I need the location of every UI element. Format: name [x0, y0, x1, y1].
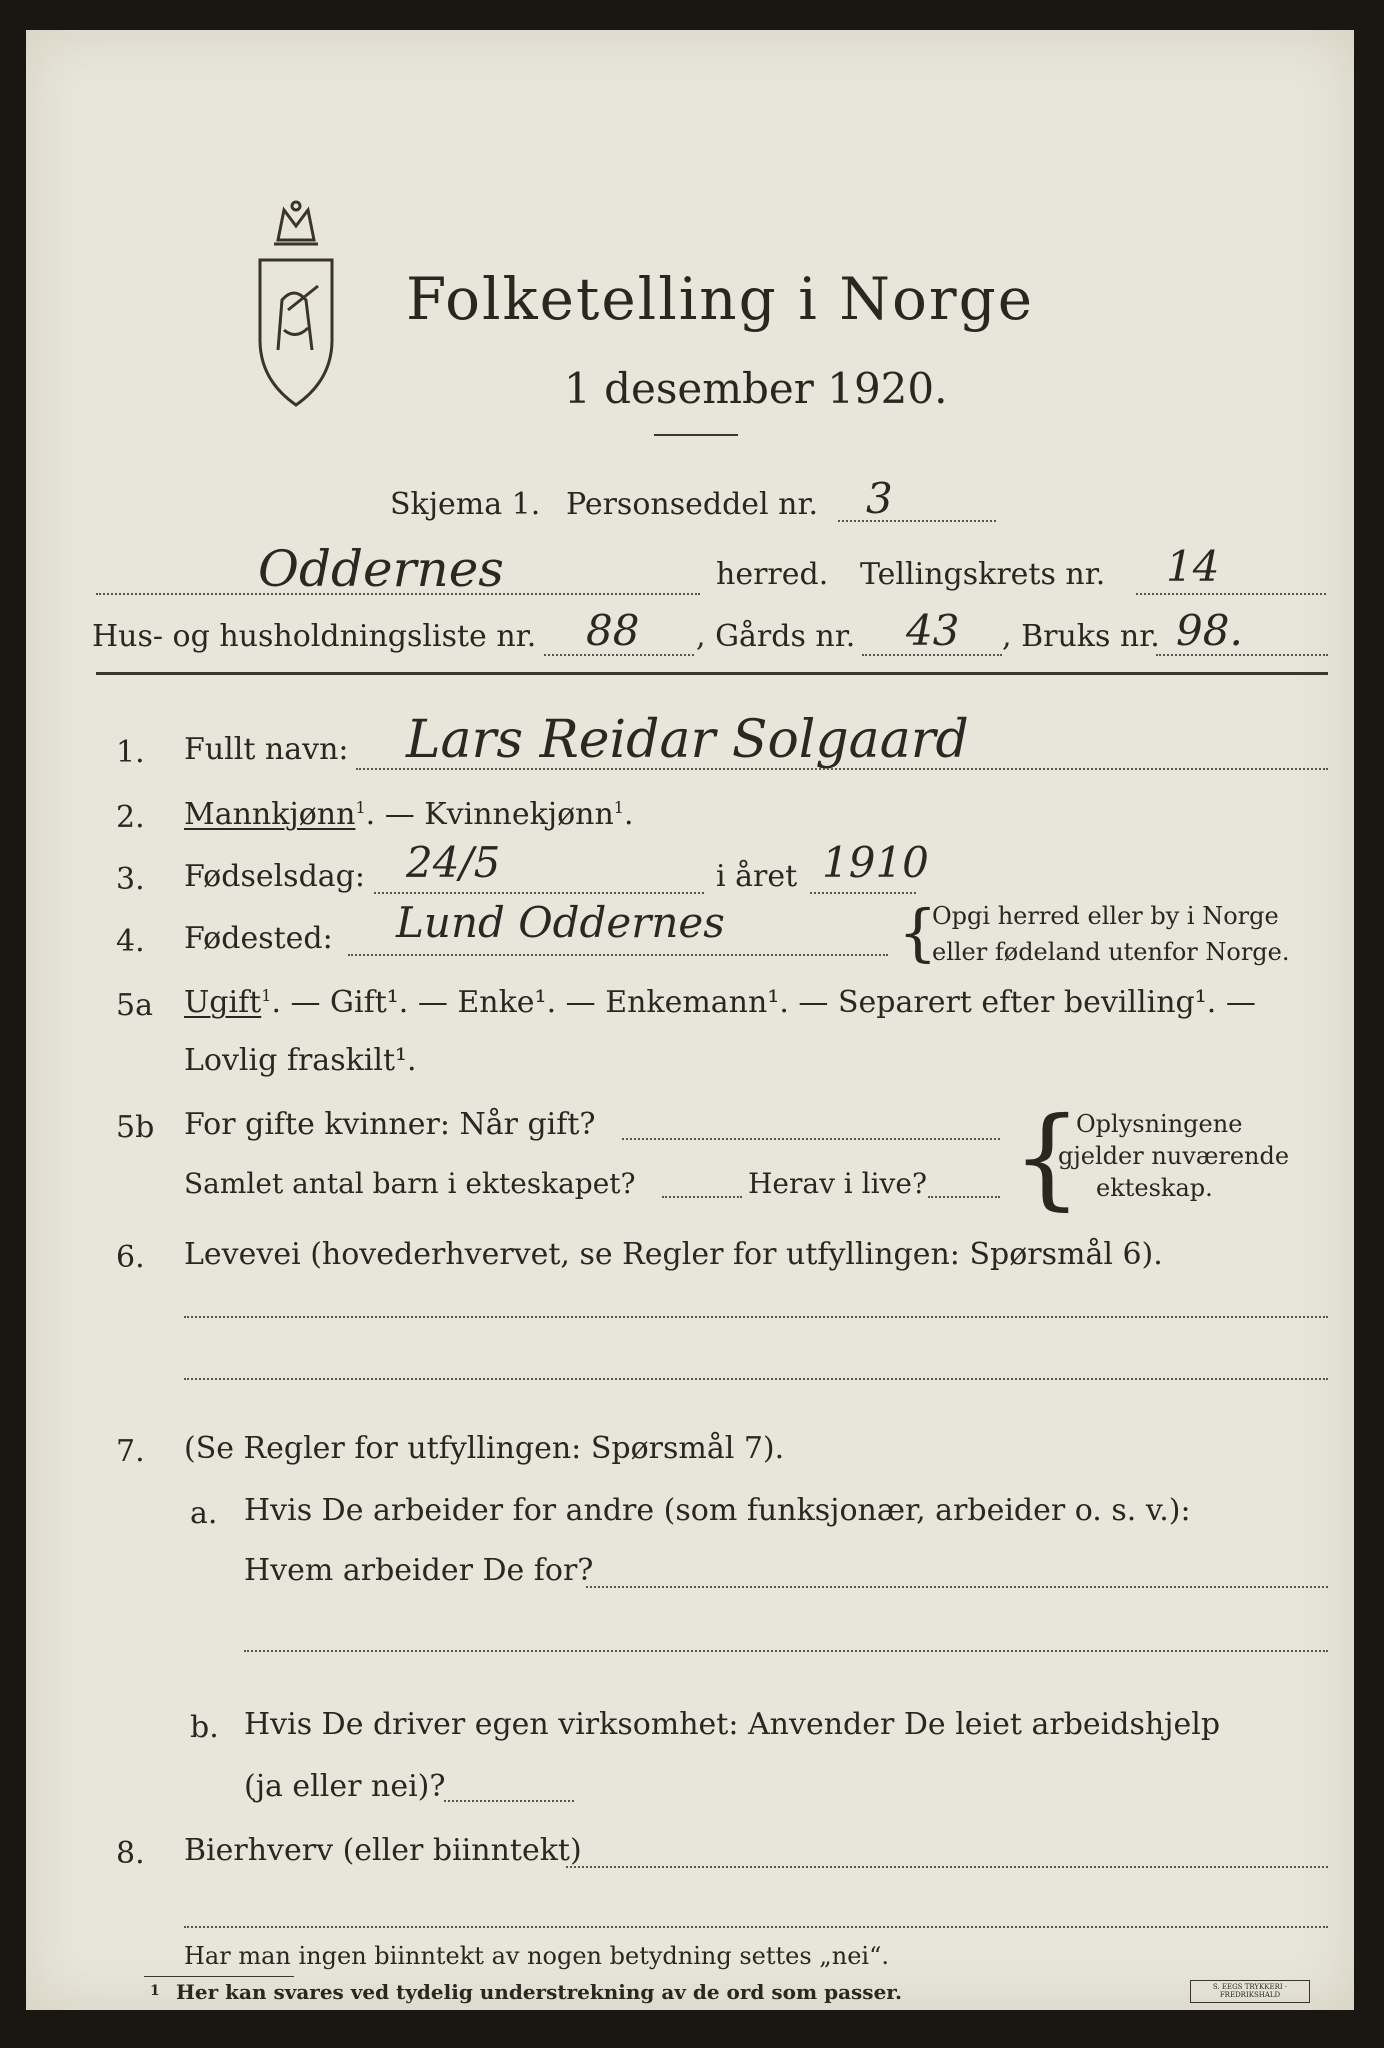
- q5b-barn-line: [662, 1196, 742, 1198]
- q8-number: 8.: [116, 1836, 145, 1871]
- q1-label: Fullt navn:: [184, 732, 349, 767]
- hus-line: [544, 654, 694, 656]
- q5a-line2: Lovlig fraskilt¹.: [184, 1043, 417, 1078]
- bruks-line: [1156, 654, 1328, 656]
- personseddel-label: Personseddel nr.: [566, 487, 819, 522]
- q8-label: Bierhverv (eller biinntekt): [184, 1833, 582, 1868]
- q6-label: Levevei (hovederhvervet, se Regler for utfyllingen: Spørsmål 6).: [184, 1237, 1163, 1272]
- norway-coat-of-arms-icon: [248, 200, 344, 410]
- footer-note: Har man ingen biinntekt av nogen betydning settes „nei“.: [184, 1942, 889, 1970]
- q5b-gift-line: [622, 1138, 1000, 1140]
- q3-year-line: [810, 892, 916, 894]
- q5b-note-line3: ekteskap.: [1096, 1174, 1213, 1202]
- q2-options: Mannkjønn$^1$. — Kvinnekjønn$^1$.: [184, 797, 634, 832]
- q3-birthday-value: 24/5: [406, 838, 501, 887]
- gards-label: , Gårds nr.: [696, 619, 856, 654]
- q4-birthplace-value: Lund Oddernes: [396, 898, 725, 947]
- bruks-label: , Bruks nr.: [1002, 619, 1160, 654]
- q5a-options: Ugift$^1$. — Gift¹. — Enke¹. — Enkemann¹. — Separert efter bevilling¹. —: [184, 985, 1256, 1020]
- form-title: Folketelling i Norge: [406, 265, 1035, 333]
- footnote-mark: 1: [150, 1983, 160, 1999]
- q2-male[interactable]: Mannkjønn: [184, 797, 356, 832]
- q5a-ugift[interactable]: Ugift: [184, 985, 262, 1020]
- q6-line2: [184, 1378, 1328, 1380]
- gards-value: 43: [906, 606, 960, 655]
- q7a-line2: Hvem arbeider De for?: [244, 1553, 594, 1588]
- q5b-number: 5b: [116, 1110, 155, 1145]
- q4-number: 4.: [116, 924, 145, 959]
- q4-brace: {: [898, 896, 938, 969]
- tellingskrets-value: 14: [1166, 542, 1220, 591]
- hus-value: 88: [586, 606, 640, 655]
- census-date: 1 desember 1920.: [564, 364, 948, 413]
- q2-female[interactable]: Kvinnekjønn: [424, 797, 614, 832]
- q5b-live-line: [928, 1196, 1000, 1198]
- header-divider: [96, 672, 1328, 675]
- q5b-line2b: Herav i live?: [748, 1167, 927, 1200]
- q5b-note-line1: Oplysningene: [1076, 1110, 1243, 1138]
- q5b-line2a: Samlet antal barn i ekteskapet?: [184, 1167, 636, 1200]
- q4-note-line1: Opgi herred eller by i Norge: [932, 902, 1279, 930]
- printer-mark: S. EEGS TRYKKERI · FREDRIKSHALD: [1190, 1980, 1310, 2003]
- q4-label: Fødested:: [184, 921, 333, 956]
- q1-full-name: Lars Reidar Solgaard: [406, 710, 969, 770]
- q3-number: 3.: [116, 862, 145, 897]
- q2-number: 2.: [116, 800, 145, 835]
- q7a-line1: Hvis De arbeider for andre (som funksjonær, arbeider o. s. v.):: [244, 1493, 1191, 1528]
- personseddel-value: 3: [866, 474, 893, 523]
- q7a-letter: a.: [190, 1496, 218, 1531]
- q6-line1: [184, 1316, 1328, 1318]
- herred-value: Oddernes: [258, 540, 504, 598]
- title-divider: [654, 434, 738, 436]
- tellingskrets-label: Tellingskrets nr.: [860, 557, 1106, 592]
- q6-number: 6.: [116, 1240, 145, 1275]
- census-form: [26, 30, 1354, 2010]
- q3-year-label: i året: [716, 859, 798, 894]
- q8-line: [566, 1866, 1328, 1868]
- herred-label: herred.: [716, 557, 829, 592]
- q5b-note-line2: gjelder nuværende: [1058, 1142, 1290, 1170]
- q4-line: [348, 954, 888, 956]
- personseddel-line: [838, 520, 996, 522]
- q7a-line-extra: [244, 1650, 1328, 1652]
- q4-note-line2: eller fødeland utenfor Norge.: [932, 938, 1290, 966]
- q7-label: (Se Regler for utfyllingen: Spørsmål 7).: [184, 1431, 785, 1466]
- q7b-letter: b.: [190, 1710, 219, 1745]
- gards-line: [862, 654, 1002, 656]
- hus-label: Hus- og husholdningsliste nr.: [92, 619, 537, 654]
- q8-line-extra: [184, 1926, 1328, 1928]
- tellingskrets-line: [1136, 593, 1326, 595]
- q5b-brace: {: [1012, 1093, 1082, 1221]
- q3-label: Fødselsdag:: [184, 859, 365, 894]
- q7b-line2: (ja eller nei)?: [244, 1769, 446, 1804]
- q3-year-value: 1910: [822, 838, 929, 887]
- q1-line: [356, 768, 1328, 770]
- skjema-label: Skjema 1.: [390, 487, 541, 522]
- q5b-line1: For gifte kvinner: Når gift?: [184, 1107, 596, 1142]
- q5a-number: 5a: [116, 988, 153, 1023]
- q7b-line1: Hvis De driver egen virksomhet: Anvender De leiet arbeidshjelp: [244, 1707, 1221, 1742]
- bruks-value: 98.: [1176, 606, 1243, 655]
- q7a-line: [586, 1586, 1328, 1588]
- herred-line: [96, 593, 700, 595]
- q3-line: [374, 892, 704, 894]
- q1-number: 1.: [116, 735, 145, 770]
- q7b-line: [444, 1800, 574, 1802]
- footnote-divider: [144, 1976, 294, 1977]
- q7-number: 7.: [116, 1434, 145, 1469]
- footnote-text: Her kan svares ved tydelig understrekning av de ord som passer.: [176, 1980, 902, 2004]
